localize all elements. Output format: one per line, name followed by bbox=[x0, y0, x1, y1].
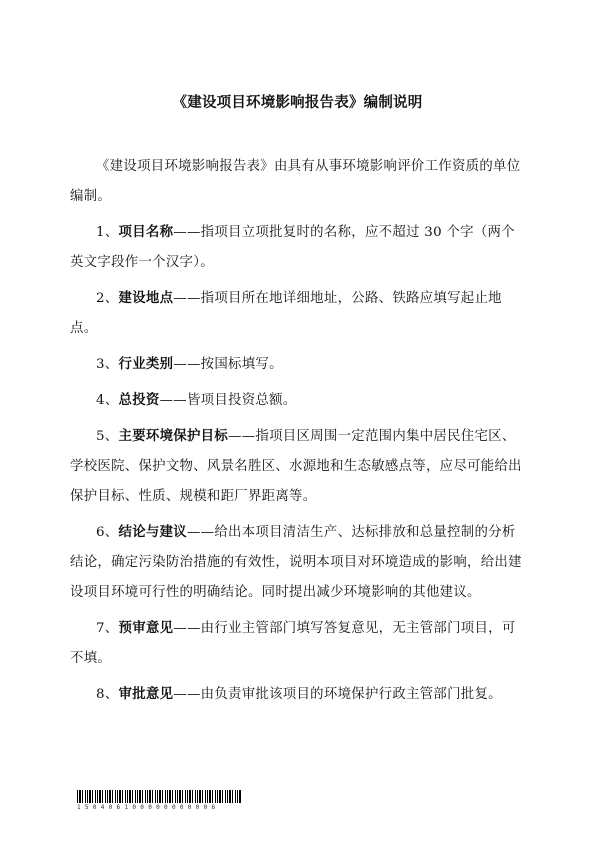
barcode-number: 150406100000000006 bbox=[77, 804, 220, 811]
intro-paragraph bbox=[70, 152, 526, 212]
item-text: ——指项目区周围一定范围内集中居民住宅区、学校医院、保护文物、风景名胜区、水源地和生态敏感点等，应尽可能给出保护目标、性质、规模和距厂界距离等。 bbox=[70, 429, 522, 504]
item-text: ——指项目立项批复时的名称，应不超过 30 个字（两个英文字段作一个汉字）。 bbox=[70, 225, 515, 270]
item-number: 2、 bbox=[96, 291, 119, 306]
item-paragraph bbox=[70, 386, 526, 416]
item-number: 5、 bbox=[96, 429, 119, 444]
item-paragraph bbox=[70, 614, 526, 674]
item-paragraph bbox=[70, 680, 526, 710]
item-paragraph bbox=[70, 218, 526, 278]
item-text: ——指项目所在地详细地址，公路、铁路应填写起止地点。 bbox=[70, 291, 502, 336]
item-text: ——按国标填写。 bbox=[173, 357, 283, 372]
item-text: ——由行业主管部门填写答复意见，无主管部门项目，可不填。 bbox=[70, 621, 516, 666]
barcode bbox=[77, 790, 241, 803]
item-paragraph bbox=[70, 518, 526, 608]
item-text: ——由负责审批该项目的环境保护行政主管部门批复。 bbox=[173, 687, 502, 702]
item-label: 主要环境保护目标 bbox=[118, 429, 229, 444]
item-number: 3、 bbox=[96, 357, 119, 372]
item-number: 4、 bbox=[96, 393, 119, 408]
item-text: ——给出本项目清洁生产、达标排放和总量控制的分析结论，确定污染防治措施的有效性，说明本项目对环境造成的影响，给出建设项目环境可行性的明确结论。同时提出减少环境影响的其他建议。 bbox=[70, 525, 522, 600]
item-number: 7、 bbox=[96, 621, 119, 636]
instructions-body bbox=[70, 152, 526, 716]
item-label: 总投资 bbox=[118, 393, 160, 408]
item-label: 审批意见 bbox=[118, 687, 174, 702]
item-label: 项目名称 bbox=[118, 225, 174, 240]
item-number: 1、 bbox=[96, 225, 119, 240]
paragraph-text: 《建设项目环境影响报告表》由具有从事环境影响评价工作资质的单位编制。 bbox=[70, 159, 521, 204]
item-number: 6、 bbox=[96, 525, 119, 540]
item-label: 结论与建议 bbox=[118, 525, 187, 540]
item-text: ——皆项目投资总额。 bbox=[159, 393, 297, 408]
page-title: 《建设项目环境影响报告表》编制说明 bbox=[172, 95, 423, 111]
item-paragraph bbox=[70, 284, 526, 344]
item-paragraph bbox=[70, 422, 526, 512]
item-label: 建设地点 bbox=[118, 291, 174, 306]
item-label: 行业类别 bbox=[118, 357, 174, 372]
item-label: 预审意见 bbox=[118, 621, 174, 636]
item-paragraph bbox=[70, 350, 526, 380]
item-number: 8、 bbox=[96, 687, 119, 702]
